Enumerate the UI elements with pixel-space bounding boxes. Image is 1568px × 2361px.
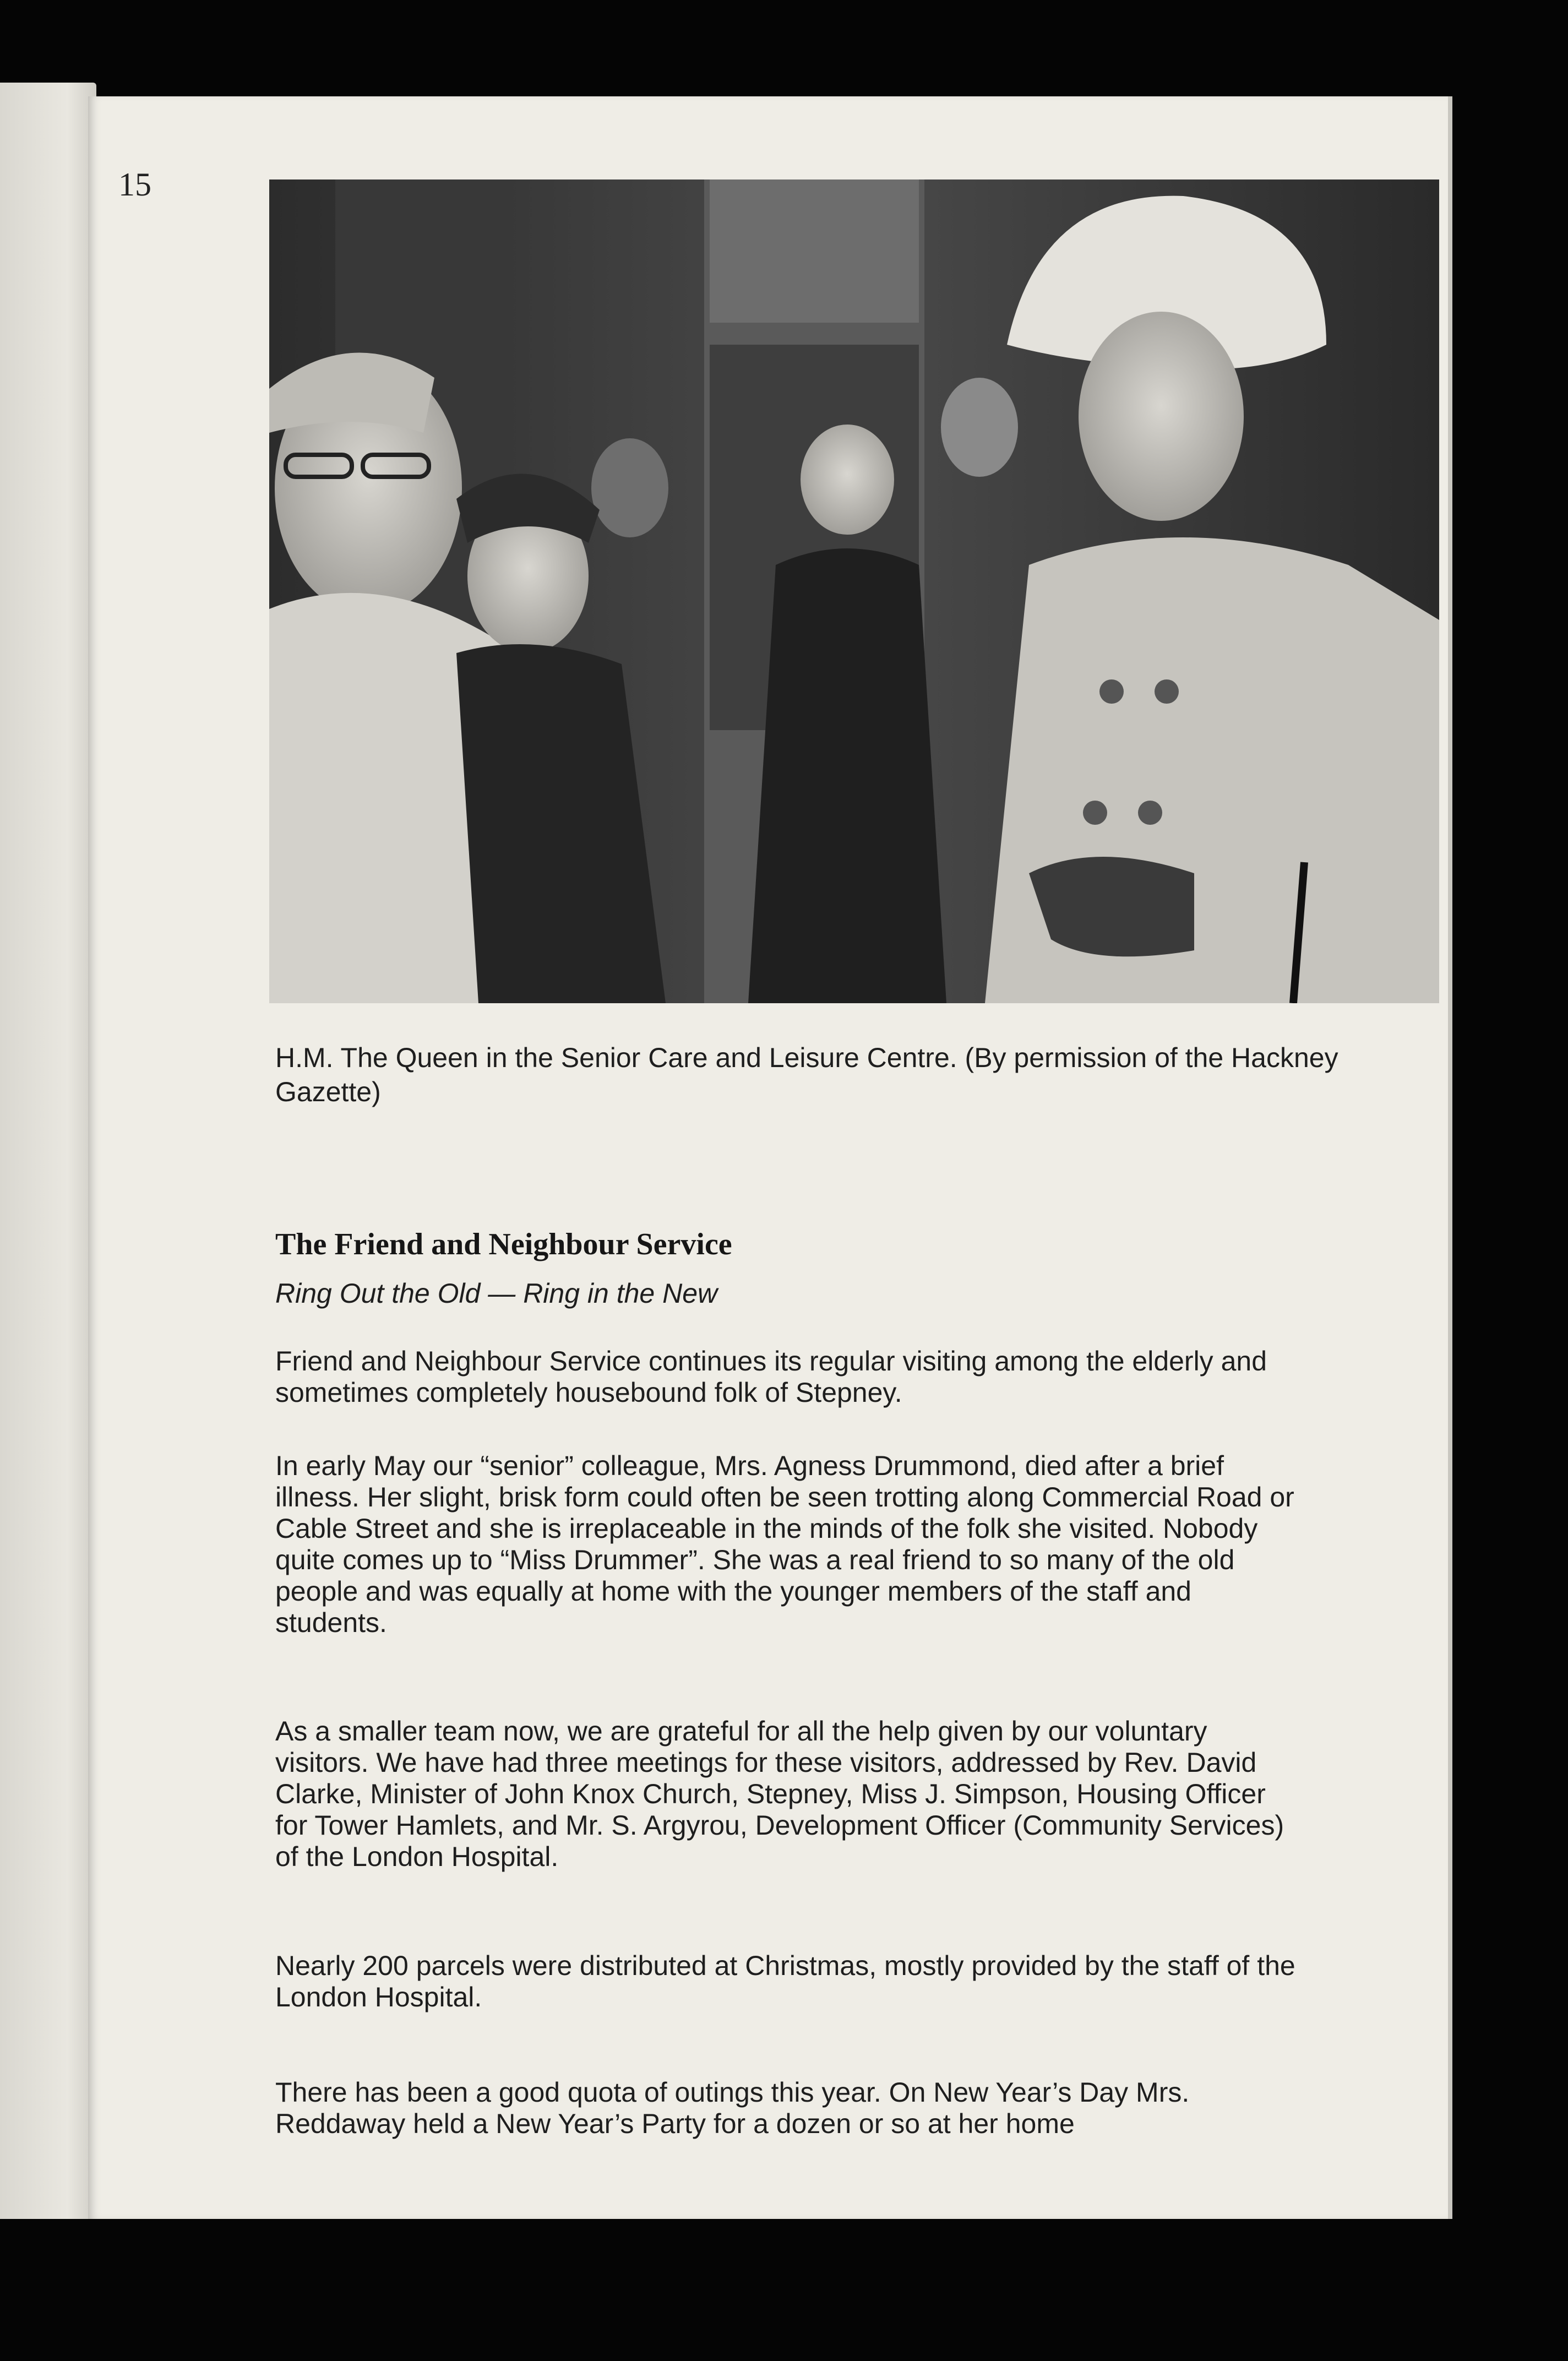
paragraph: Nearly 200 parcels were distributed at Christmas, mostly provided by the staff of the London Hospital. (275, 1950, 1295, 2012)
paragraph: As a smaller team now, we are grateful for all the help given by our voluntary visitors. We have had three meetings for these visitors, addressed by Rev. David Clarke, Minister of John Knox Church, Stepney, Miss J. Simpson, Housing Officer for Tower Hamlets, and Mr. S. Argyrou, Development Officer (Community Services) of the London Hospital. (275, 1716, 1284, 1872)
section-subtitle: Ring Out the Old — Ring in the New (275, 1278, 718, 1309)
paragraph: In early May our “senior” colleague, Mrs. Agness Drummond, died after a brief illness. Her slight, brisk form could often be seen trotting along Commercial Road or Cable Street and she is irreplaceable in the minds of the folk she visited. Nobody quite comes up to “Miss Drummer”. She was a real friend to so many of the old people and was equally at home with the younger members of the staff and students. (275, 1450, 1294, 1638)
paragraph: Friend and Neighbour Service continues its regular visiting among the elderly and sometimes completely housebound folk of Stepney. (275, 1346, 1267, 1408)
page-number: 15 (118, 166, 151, 203)
photo-caption: H.M. The Queen in the Senior Care and Leisure Centre. (By permission of the Hackney Gazette) (275, 1042, 1338, 1107)
facing-page-edge (0, 83, 96, 2219)
photograph (269, 179, 1439, 1003)
paragraph: There has been a good quota of outings this year. On New Year’s Day Mrs. Reddaway held a New Year’s Party for a dozen or so at her home (275, 2077, 1190, 2139)
section-heading: The Friend and Neighbour Service (275, 1227, 732, 1262)
